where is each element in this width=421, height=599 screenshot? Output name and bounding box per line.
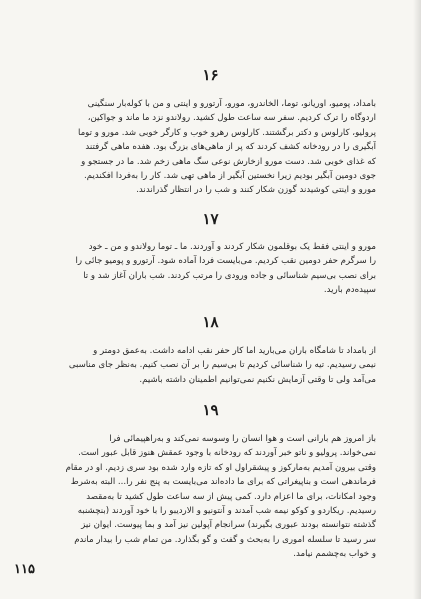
section-heading-18: ۱۸ [202,313,219,331]
text-line: پرولیو، کارلوس و دکتر برگشتند. کارلوس رهرو خوب و کارگر خوبی شد. مورو و توما [77,127,376,138]
section-heading-19: ۱۹ [202,401,219,419]
text-line: رسیدیم. ریکاردو و کوکو نیمه شب آمدند و آنتونیو و الاردیبو را با خود آوردند (بنچشنبه [77,506,376,517]
text-line: جوی دومین آبگیر بودیم زیرا نخستین آبگیر از ماهی تهی شد. کار را به‌فردا افکندیم. [84,171,376,182]
text-line: گذشته نتوانسته بودند عبوری بگیرند) سرانجام آپولین نیز آمد و بما پیوست. ایوان نیز [81,520,376,531]
text-line: وقتی بیرون آمدیم به‌مارکوز و پیشقراول او که تازه وارد شده بود سری زدیم. او در مقام [65,462,376,473]
text-line: و خواب به‌چشمم نیامد. [293,549,376,560]
text-line: می‌آمد ولی تا وقتی آزمایش نکنیم نمی‌توانیم اطمینان داشته باشیم. [139,374,376,385]
text-line: از بامداد تا شامگاه باران می‌بارید اما کار حفر نقب ادامه داشت. به‌عمق دومتر و [93,346,376,356]
section-heading-16: ۱۶ [202,66,219,84]
text-line: مورو و اینتی فقط یک بوقلمون شکار کردند و آوردند. ما ـ توما رولاندو و من ـ خود [88,242,376,252]
section-paragraph-19 [58,432,376,562]
text-line: برای نصب بی‌سیم شناسائی و جاده ورودی را مرتب کردند. شب باران آغاز شد و تا [83,270,376,281]
section-paragraph-16 [58,97,376,198]
text-line: فرماندهی است و بناپیغراتی که برای ما داده‌اند می‌بایست به پنج نفر را... البته به‌شرط [70,477,376,488]
text-line: سپیده‌دم بارید. [323,285,376,296]
text-line: نیمی رسیدیم. تیه را شناسائی کردیم تا بی‌سیم را بر آن نصب کنیم. به‌نظر جای مناسبی [68,360,376,371]
text-line: اردوگاه را ترک کردیم. سفر سه ساعت طول کشید. رولاندو نزد ما ماند و جواکین، [87,113,376,124]
page-edge-shadow [413,0,421,599]
text-line: نمی‌خواند. پرولیو و ناتو خبر آوردند که رودخانه با وجود عمقش هنوز قابل عبور است. [78,448,376,459]
text-line: سر رسید تا سلسله اموری را به‌بحث و گفت و گو بگذارد. من تمام شب را بیدار ماندم [74,534,376,545]
section-heading-17: ۱۷ [202,210,219,228]
text-line: را سرگرم حفر دومین نقب کردیم. می‌بایست فردا آماده شود. آرتورو و پومیو جائی را [75,256,376,267]
text-line: وجود امکانات، برای ما اعزام دارد. کمی پیش از سه ساعت طول کشید تا به‌مقصد [86,491,376,502]
section-paragraph-17 [58,240,376,298]
text-line: بامداد، پومیو، اوریانو، توما، الخاندرو، مورو، آرتورو و اینتی و من با کوله‌بار سنگینی [87,99,376,109]
text-line: آبگیری را در رودخانه کشف کردند که پر از ماهی‌های بزرگ بود. هفده ماهی گرفتند [85,142,376,153]
page-number: ۱۱۵ [14,562,35,577]
text-line: باز امروز هم بارانی است و هوا انسان را وسوسه نمی‌کند و به‌راهپیمائی فرا [109,434,376,444]
text-line: که غذای خوبی شد. دست مورو ازخارش نوعی سگ ماهی زخم شد. ما در جستجو و [81,156,376,167]
section-paragraph-18 [58,344,376,387]
text-line: مورو و اینتی کوشیدند گوزن شکار کنند و شب را در انتظار گذراندند. [136,185,376,196]
